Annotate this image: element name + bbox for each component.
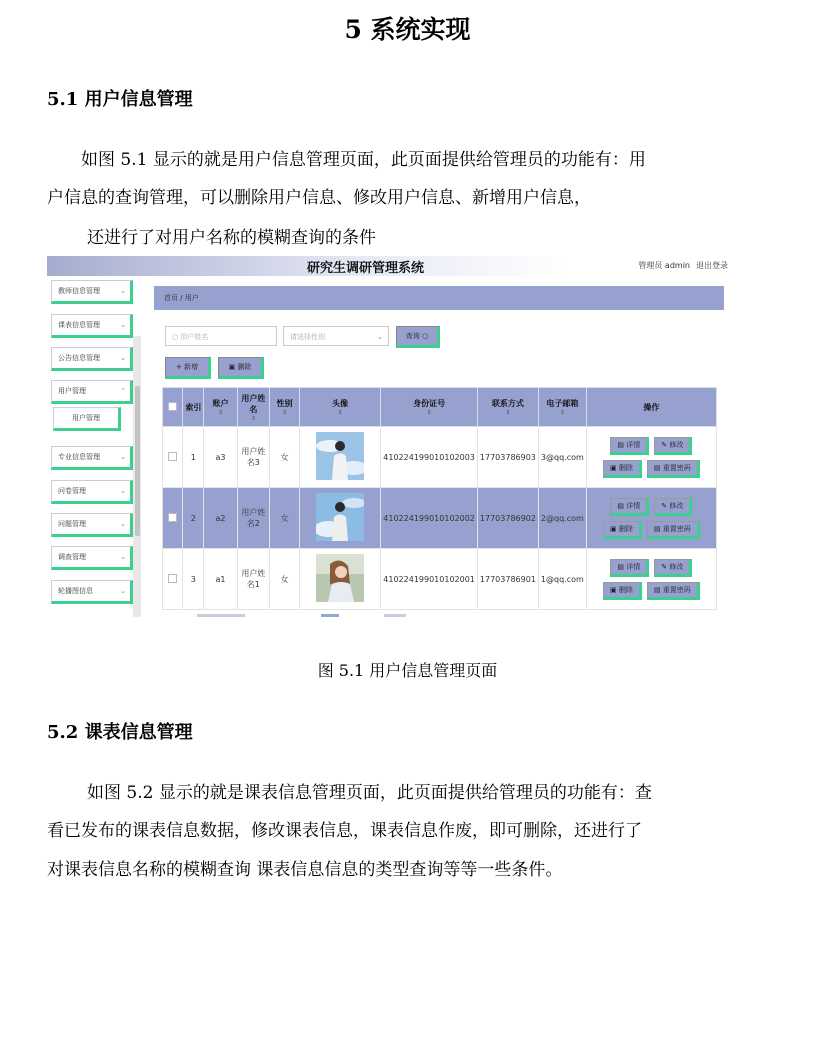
chevron-down-icon: ⌄ — [377, 333, 383, 341]
col-idcard-label: 身份证号 — [413, 399, 446, 408]
logout-link[interactable]: 退出登录 — [696, 261, 728, 270]
cell-email: 3@qq.com — [538, 427, 586, 488]
cell-index: 2 — [183, 488, 204, 549]
table-row[interactable] — [163, 549, 717, 610]
cell-name: 用户姓名1 — [237, 549, 269, 610]
row-delete-button[interactable] — [603, 582, 642, 600]
document-icon: ▤ — [617, 562, 625, 571]
breadcrumb: 首页 / 用户 — [154, 286, 724, 310]
chevron-down-icon: ⌄ — [120, 587, 126, 595]
row-delete-button-label: 删除 — [618, 463, 633, 472]
trash-icon: ▣ — [228, 363, 236, 371]
sort-icon[interactable]: ⇕ — [282, 409, 288, 416]
detail-button-label: 详情 — [626, 562, 641, 571]
pagination-bar[interactable] — [197, 614, 245, 617]
cell-idcard: 410224199010102003 — [381, 427, 478, 488]
cell-name: 用户姓名3 — [237, 427, 269, 488]
reset-password-button-label: 重置密码 — [662, 585, 691, 594]
sidebar-item-survey[interactable] — [51, 546, 133, 570]
row-checkbox-cell[interactable] — [163, 488, 183, 549]
cell-actions — [586, 427, 716, 488]
table-header-row — [163, 388, 717, 427]
section-5-2-title: 5.2 课表信息管理 — [47, 722, 193, 743]
col-phone[interactable] — [477, 388, 538, 427]
cell-index: 1 — [183, 427, 204, 488]
pencil-icon: ✎ — [661, 440, 668, 449]
paragraph-5-2-line2: 看已发布的课表信息数据，修改课表信息，课表信息作废，即可删除，还进行了 — [47, 821, 642, 841]
sidebar-item-label: 用户管理 — [72, 414, 100, 422]
paragraph-5-1-line1: 如图 5.1 显示的就是用户信息管理页面，此页面提供给管理员的功能有：用 — [81, 150, 646, 170]
sort-icon[interactable]: ⇕ — [426, 409, 432, 416]
search-name-input[interactable] — [165, 326, 277, 346]
app-header — [47, 256, 740, 276]
document-icon: ▤ — [653, 585, 661, 594]
sidebar-scroll-thumb[interactable] — [135, 386, 140, 536]
sidebar-item-questionnaire[interactable] — [51, 480, 133, 504]
cell-avatar — [300, 488, 381, 549]
reset-password-button-label: 重置密码 — [662, 524, 691, 533]
app-title: 研究生调研管理系统 — [307, 261, 425, 276]
sort-icon[interactable]: ⇕ — [218, 409, 224, 416]
row-delete-button-label: 删除 — [618, 585, 633, 594]
sidebar-subitem-users[interactable] — [53, 407, 121, 431]
col-index: 索引 — [183, 388, 204, 427]
sidebar-item-label: 课表信息管理 — [58, 321, 100, 329]
search-name-placeholder: 用户姓名 — [180, 333, 209, 341]
detail-button[interactable] — [610, 498, 649, 516]
cell-email: 2@qq.com — [538, 488, 586, 549]
query-button[interactable] — [396, 326, 440, 348]
row-checkbox-cell[interactable] — [163, 549, 183, 610]
main-content — [149, 276, 740, 617]
edit-button-label: 修改 — [669, 440, 684, 449]
row-delete-button[interactable] — [603, 460, 642, 478]
edit-button-label: 修改 — [669, 562, 684, 571]
pencil-icon: ✎ — [661, 501, 668, 510]
sidebar-item-label: 调查管理 — [58, 553, 86, 561]
pencil-icon: ✎ — [661, 562, 668, 571]
detail-button[interactable] — [610, 437, 649, 455]
sort-icon[interactable]: ⇕ — [505, 409, 511, 416]
document-icon: ▤ — [653, 463, 661, 472]
col-avatar[interactable] — [300, 388, 381, 427]
row-checkbox-cell[interactable] — [163, 427, 183, 488]
avatar — [316, 432, 364, 480]
gender-select[interactable] — [283, 326, 389, 346]
trash-icon: ▣ — [610, 524, 617, 533]
sort-icon[interactable]: ⇕ — [250, 414, 256, 422]
col-email-label: 电子邮箱 — [546, 399, 579, 408]
cell-idcard: 410224199010102002 — [381, 488, 478, 549]
trash-icon: ▣ — [610, 463, 617, 472]
cell-gender: 女 — [270, 488, 300, 549]
chevron-down-icon: ⌄ — [120, 553, 126, 561]
search-icon: ○ — [172, 333, 179, 341]
checkbox[interactable] — [168, 513, 177, 522]
cell-gender: 女 — [270, 549, 300, 610]
edit-button[interactable] — [654, 498, 692, 516]
query-button-label: 查询 — [405, 332, 420, 340]
cell-name: 用户姓名2 — [237, 488, 269, 549]
pagination-current[interactable] — [321, 614, 339, 617]
cell-phone: 17703786902 — [477, 488, 538, 549]
sidebar-item-label: 公告信息管理 — [58, 354, 100, 362]
edit-button-label: 修改 — [669, 501, 684, 510]
document-icon: ▤ — [653, 524, 661, 533]
sidebar-item-label: 问题管理 — [58, 520, 86, 528]
edit-button[interactable] — [654, 437, 692, 455]
cell-phone: 17703786903 — [477, 427, 538, 488]
sidebar-item-carousel[interactable] — [51, 580, 133, 604]
delete-button-label: 删除 — [237, 363, 252, 371]
section-5-1-title: 5.1 用户信息管理 — [47, 89, 193, 110]
figure-5-1-screenshot — [47, 256, 740, 617]
gender-select-placeholder: 请选择性别 — [290, 333, 325, 341]
sidebar-item-label: 教师信息管理 — [58, 287, 100, 295]
cell-avatar — [300, 427, 381, 488]
col-idcard[interactable] — [381, 388, 478, 427]
chevron-down-icon: ⌄ — [120, 321, 126, 329]
cell-email: 1@qq.com — [538, 549, 586, 610]
reset-password-button-label: 重置密码 — [662, 463, 691, 472]
col-email[interactable] — [538, 388, 586, 427]
chevron-down-icon: ⌄ — [120, 520, 126, 528]
col-name-label: 用户姓名 — [241, 393, 266, 414]
col-gender[interactable] — [270, 388, 300, 427]
chevron-down-icon: ⌄ — [120, 453, 126, 461]
document-icon: ▤ — [617, 440, 625, 449]
sidebar-item-question[interactable] — [51, 513, 133, 537]
sidebar-item-teacher[interactable] — [51, 280, 133, 304]
detail-button-label: 详情 — [626, 440, 641, 449]
edit-button[interactable] — [654, 559, 692, 577]
checkbox[interactable] — [168, 452, 177, 461]
sort-icon[interactable]: ⇕ — [559, 409, 565, 416]
row-delete-button[interactable] — [603, 521, 642, 539]
select-all-checkbox-cell[interactable] — [163, 388, 183, 427]
figure-caption: 图 5.1 用户信息管理页面 — [317, 661, 498, 680]
sidebar-item-notice[interactable] — [51, 347, 133, 371]
table-row[interactable] — [163, 427, 717, 488]
admin-label: 管理员 admin — [638, 261, 690, 270]
col-name[interactable] — [237, 388, 269, 427]
avatar — [316, 554, 364, 602]
add-button[interactable] — [165, 357, 211, 379]
chevron-down-icon: ⌄ — [120, 487, 126, 495]
cell-gender: 女 — [270, 427, 300, 488]
paragraph-5-2-line1: 如图 5.2 显示的就是课表信息管理页面，此页面提供给管理员的功能有：查 — [87, 783, 652, 803]
col-actions: 操作 — [586, 388, 716, 427]
col-gender-label: 性别 — [276, 399, 293, 408]
sidebar-item-users[interactable] — [51, 380, 133, 404]
col-phone-label: 联系方式 — [491, 399, 524, 408]
row-delete-button-label: 删除 — [618, 524, 633, 533]
cell-avatar — [300, 549, 381, 610]
col-avatar-label: 头像 — [332, 399, 349, 408]
sidebar-item-label: 轮播图信息 — [58, 587, 93, 595]
cell-idcard: 410224199010102001 — [381, 549, 478, 610]
cell-account: a3 — [204, 427, 237, 488]
table-row[interactable] — [163, 488, 717, 549]
detail-button-label: 详情 — [626, 501, 641, 510]
trash-icon: ▣ — [610, 585, 617, 594]
pagination-next[interactable] — [384, 614, 406, 617]
reset-password-button[interactable] — [647, 521, 700, 539]
sidebar-item-label: 用户管理 — [58, 387, 86, 395]
reset-password-button[interactable] — [647, 582, 700, 600]
sidebar-item-label: 专业信息管理 — [58, 453, 100, 461]
checkbox[interactable] — [168, 402, 177, 411]
chevron-up-icon: ⌃ — [120, 387, 126, 395]
col-account-label: 账户 — [212, 399, 229, 408]
reset-password-button[interactable] — [647, 460, 700, 478]
cell-actions — [586, 488, 716, 549]
chevron-down-icon: ⌄ — [120, 287, 126, 295]
sidebar-item-schedule[interactable] — [51, 314, 133, 338]
sort-icon[interactable]: ⇕ — [337, 409, 343, 416]
search-icon: ○ — [422, 332, 429, 340]
detail-button[interactable] — [610, 559, 649, 577]
paragraph-5-1-line3: 还进行了对用户名称的模糊查询的条件 — [87, 228, 376, 248]
cell-phone: 17703786901 — [477, 549, 538, 610]
checkbox[interactable] — [168, 574, 177, 583]
sidebar-item-label: 问卷管理 — [58, 487, 86, 495]
cell-account: a2 — [204, 488, 237, 549]
col-account[interactable] — [204, 388, 237, 427]
cell-account: a1 — [204, 549, 237, 610]
paragraph-5-2-line3: 对课表信息名称的模糊查询 课表信息信息的类型查询等等一些条件。 — [47, 860, 563, 880]
delete-button[interactable] — [218, 357, 264, 379]
cell-index: 3 — [183, 549, 204, 610]
paragraph-5-1-line2: 户信息的查询管理，可以删除用户信息、修改用户信息、新增用户信息， — [47, 188, 591, 208]
users-table — [162, 387, 717, 610]
chevron-down-icon: ⌄ — [120, 354, 126, 362]
chapter-title: 5 系统实现 — [344, 15, 471, 44]
document-icon: ▤ — [617, 501, 625, 510]
add-button-label: + 新增 — [175, 363, 199, 371]
sidebar-item-major[interactable] — [51, 446, 133, 470]
sidebar — [47, 276, 142, 617]
avatar — [316, 493, 364, 541]
cell-actions — [586, 549, 716, 610]
